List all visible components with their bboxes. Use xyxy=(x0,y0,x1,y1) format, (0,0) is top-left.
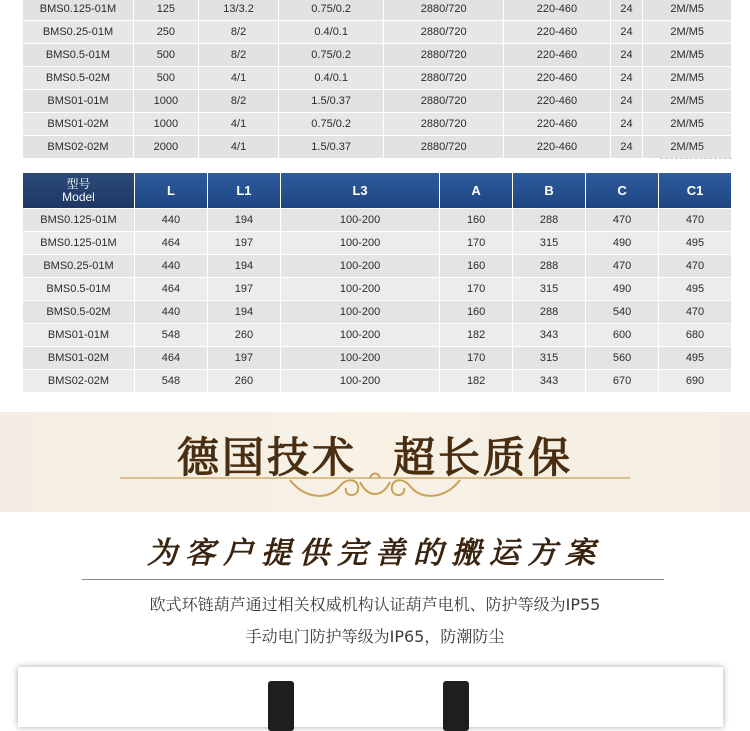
model-cell: BMS0.25-01M xyxy=(23,21,133,43)
table-cell: 100-200 xyxy=(281,209,439,231)
table-cell: 220-460 xyxy=(504,44,609,66)
table-cell: 194 xyxy=(208,301,280,323)
column-header: L1 xyxy=(208,173,280,208)
table-cell: 160 xyxy=(440,255,512,277)
table-cell: 170 xyxy=(440,347,512,369)
table-cell: 220-460 xyxy=(504,113,609,135)
table-cell: 2880/720 xyxy=(384,113,503,135)
table-cell: 470 xyxy=(586,255,658,277)
table-cell: 260 xyxy=(208,370,280,392)
table-row xyxy=(23,232,731,254)
table-cell: 440 xyxy=(135,209,207,231)
table-cell: 495 xyxy=(659,278,731,300)
table-cell: 0.75/0.2 xyxy=(279,0,383,20)
table-cell: 495 xyxy=(659,347,731,369)
table-row xyxy=(23,44,731,66)
model-cell: BMS01-01M xyxy=(23,324,134,346)
table-cell: 2880/720 xyxy=(384,44,503,66)
table-cell: 2M/M5 xyxy=(643,21,731,43)
dimension-table-header-row xyxy=(23,173,731,208)
model-cell: BMS02-02M xyxy=(23,370,134,392)
table-cell: 170 xyxy=(440,232,512,254)
table-cell: 2880/720 xyxy=(384,136,503,158)
model-header-cn: 型号 xyxy=(66,176,91,191)
table-cell: 2880/720 xyxy=(384,67,503,89)
table-cell: 4/1 xyxy=(199,67,279,89)
hoist-rod-image xyxy=(443,681,469,731)
table-cell: 343 xyxy=(513,324,585,346)
subtitle-rule xyxy=(82,579,664,580)
model-cell: BMS01-01M xyxy=(23,90,133,112)
table-row xyxy=(23,90,731,112)
table-cell: 160 xyxy=(440,209,512,231)
table-cell: 288 xyxy=(513,301,585,323)
column-header: L xyxy=(135,173,207,208)
table-cell: 0.4/0.1 xyxy=(279,21,383,43)
table-cell: 490 xyxy=(586,278,658,300)
table-cell: 470 xyxy=(659,209,731,231)
table-cell: 2M/M5 xyxy=(643,136,731,158)
table-cell: 440 xyxy=(135,255,207,277)
table-cell: 220-460 xyxy=(504,67,609,89)
table-cell: 470 xyxy=(586,209,658,231)
table-cell: 24 xyxy=(611,21,643,43)
column-header: C xyxy=(586,173,658,208)
table-cell: 500 xyxy=(134,67,198,89)
table-cell: 182 xyxy=(440,370,512,392)
table-cell: 0.75/0.2 xyxy=(279,113,383,135)
table-cell: 560 xyxy=(586,347,658,369)
table-cell: 680 xyxy=(659,324,731,346)
table-cell: 100-200 xyxy=(281,347,439,369)
table-cell: 470 xyxy=(659,255,731,277)
model-cell: BMS0.125-01M xyxy=(23,232,134,254)
table-cell: 170 xyxy=(440,278,512,300)
table-cell: 24 xyxy=(611,90,643,112)
table-cell: 0.75/0.2 xyxy=(279,44,383,66)
divider xyxy=(660,158,732,159)
table-cell: 4/1 xyxy=(199,113,279,135)
column-header: L3 xyxy=(281,173,439,208)
table-cell: 470 xyxy=(659,301,731,323)
model-header-en: Model xyxy=(62,189,95,204)
table-row xyxy=(23,370,731,392)
table-row xyxy=(23,21,731,43)
spec-table-body xyxy=(23,0,731,158)
table-cell: 100-200 xyxy=(281,301,439,323)
table-cell: 540 xyxy=(586,301,658,323)
table-cell: 690 xyxy=(659,370,731,392)
column-header: C1 xyxy=(659,173,731,208)
model-cell: BMS0.5-01M xyxy=(23,278,134,300)
table-cell: 8/2 xyxy=(199,90,279,112)
model-cell: BMS01-02M xyxy=(23,113,133,135)
table-row xyxy=(23,347,731,369)
table-cell: 250 xyxy=(134,21,198,43)
banner-title-right: 超长质保 xyxy=(393,433,574,482)
hoist-rod-image xyxy=(268,681,294,731)
table-cell: 288 xyxy=(513,209,585,231)
model-cell: BMS0.25-01M xyxy=(23,255,134,277)
table-cell: 1.5/0.37 xyxy=(279,136,383,158)
table-cell: 100-200 xyxy=(281,255,439,277)
product-photo xyxy=(18,667,723,727)
table-cell: 2M/M5 xyxy=(643,67,731,89)
column-header: A xyxy=(440,173,512,208)
table-cell: 220-460 xyxy=(504,21,609,43)
table-cell: 670 xyxy=(586,370,658,392)
table-cell: 24 xyxy=(611,0,643,20)
table-cell: 495 xyxy=(659,232,731,254)
table-row xyxy=(23,67,731,89)
table-cell: 2880/720 xyxy=(384,0,503,20)
table-cell: 2880/720 xyxy=(384,90,503,112)
table-row xyxy=(23,136,731,158)
table-cell: 24 xyxy=(611,67,643,89)
table-cell: 260 xyxy=(208,324,280,346)
table-cell: 548 xyxy=(135,324,207,346)
table-cell: 600 xyxy=(586,324,658,346)
table-cell: 24 xyxy=(611,136,643,158)
table-cell: 2M/M5 xyxy=(643,0,731,20)
table-row xyxy=(23,113,731,135)
table-cell: 2M/M5 xyxy=(643,113,731,135)
table-cell: 100-200 xyxy=(281,232,439,254)
model-cell: BMS0.5-02M xyxy=(23,301,134,323)
table-cell: 220-460 xyxy=(504,90,609,112)
table-cell: 548 xyxy=(135,370,207,392)
table-cell: 440 xyxy=(135,301,207,323)
table-cell: 2M/M5 xyxy=(643,90,731,112)
table-row xyxy=(23,209,731,231)
table-cell: 464 xyxy=(135,232,207,254)
table-cell: 2M/M5 xyxy=(643,44,731,66)
table-cell: 220-460 xyxy=(504,136,609,158)
table-cell: 1000 xyxy=(134,90,198,112)
table-cell: 315 xyxy=(513,232,585,254)
table-cell: 194 xyxy=(208,255,280,277)
description-line-2: 手动电门防护等级为IP65，防潮防尘 xyxy=(245,627,505,646)
table-cell: 490 xyxy=(586,232,658,254)
table-cell: 2880/720 xyxy=(384,21,503,43)
description-line-1: 欧式环链葫芦通过相关权威机构认证葫芦电机、防护等级为IP55 xyxy=(149,595,601,614)
table-cell: 1000 xyxy=(134,113,198,135)
table-row xyxy=(23,255,731,277)
dimension-table-body xyxy=(23,209,731,392)
column-header: B xyxy=(513,173,585,208)
table-cell: 13/3.2 xyxy=(199,0,279,20)
model-cell: BMS01-02M xyxy=(23,347,134,369)
table-cell: 315 xyxy=(513,278,585,300)
table-cell: 464 xyxy=(135,278,207,300)
table-cell: 4/1 xyxy=(199,136,279,158)
table-cell: 288 xyxy=(513,255,585,277)
table-cell: 464 xyxy=(135,347,207,369)
table-cell: 315 xyxy=(513,347,585,369)
spec-table xyxy=(22,0,732,159)
table-cell: 194 xyxy=(208,209,280,231)
table-cell: 100-200 xyxy=(281,324,439,346)
table-cell: 1.5/0.37 xyxy=(279,90,383,112)
table-cell: 343 xyxy=(513,370,585,392)
model-cell: BMS0.125-01M xyxy=(23,0,133,20)
model-cell: BMS02-02M xyxy=(23,136,133,158)
table-cell: 100-200 xyxy=(281,278,439,300)
table-cell: 182 xyxy=(440,324,512,346)
table-cell: 8/2 xyxy=(199,21,279,43)
table-row xyxy=(23,0,731,20)
table-cell: 197 xyxy=(208,278,280,300)
table-cell: 100-200 xyxy=(281,370,439,392)
ornament-divider xyxy=(120,470,630,504)
table-cell: 197 xyxy=(208,347,280,369)
table-cell: 24 xyxy=(611,44,643,66)
table-row xyxy=(23,324,731,346)
table-cell: 160 xyxy=(440,301,512,323)
table-cell: 0.4/0.1 xyxy=(279,67,383,89)
model-cell: BMS0.5-01M xyxy=(23,44,133,66)
table-cell: 24 xyxy=(611,113,643,135)
table-cell: 197 xyxy=(208,232,280,254)
model-cell: BMS0.5-02M xyxy=(23,67,133,89)
dimension-table xyxy=(22,172,732,393)
table-row xyxy=(23,278,731,300)
table-cell: 2000 xyxy=(134,136,198,158)
model-cell: BMS0.125-01M xyxy=(23,209,134,231)
table-cell: 125 xyxy=(134,0,198,20)
table-row xyxy=(23,301,731,323)
model-column-header xyxy=(23,173,134,208)
table-cell: 8/2 xyxy=(199,44,279,66)
table-cell: 220-460 xyxy=(504,0,609,20)
table-cell: 500 xyxy=(134,44,198,66)
section-subtitle: 为客户提供完善的搬运方案 xyxy=(147,536,603,571)
banner-title-left: 德国技术 xyxy=(176,433,357,482)
